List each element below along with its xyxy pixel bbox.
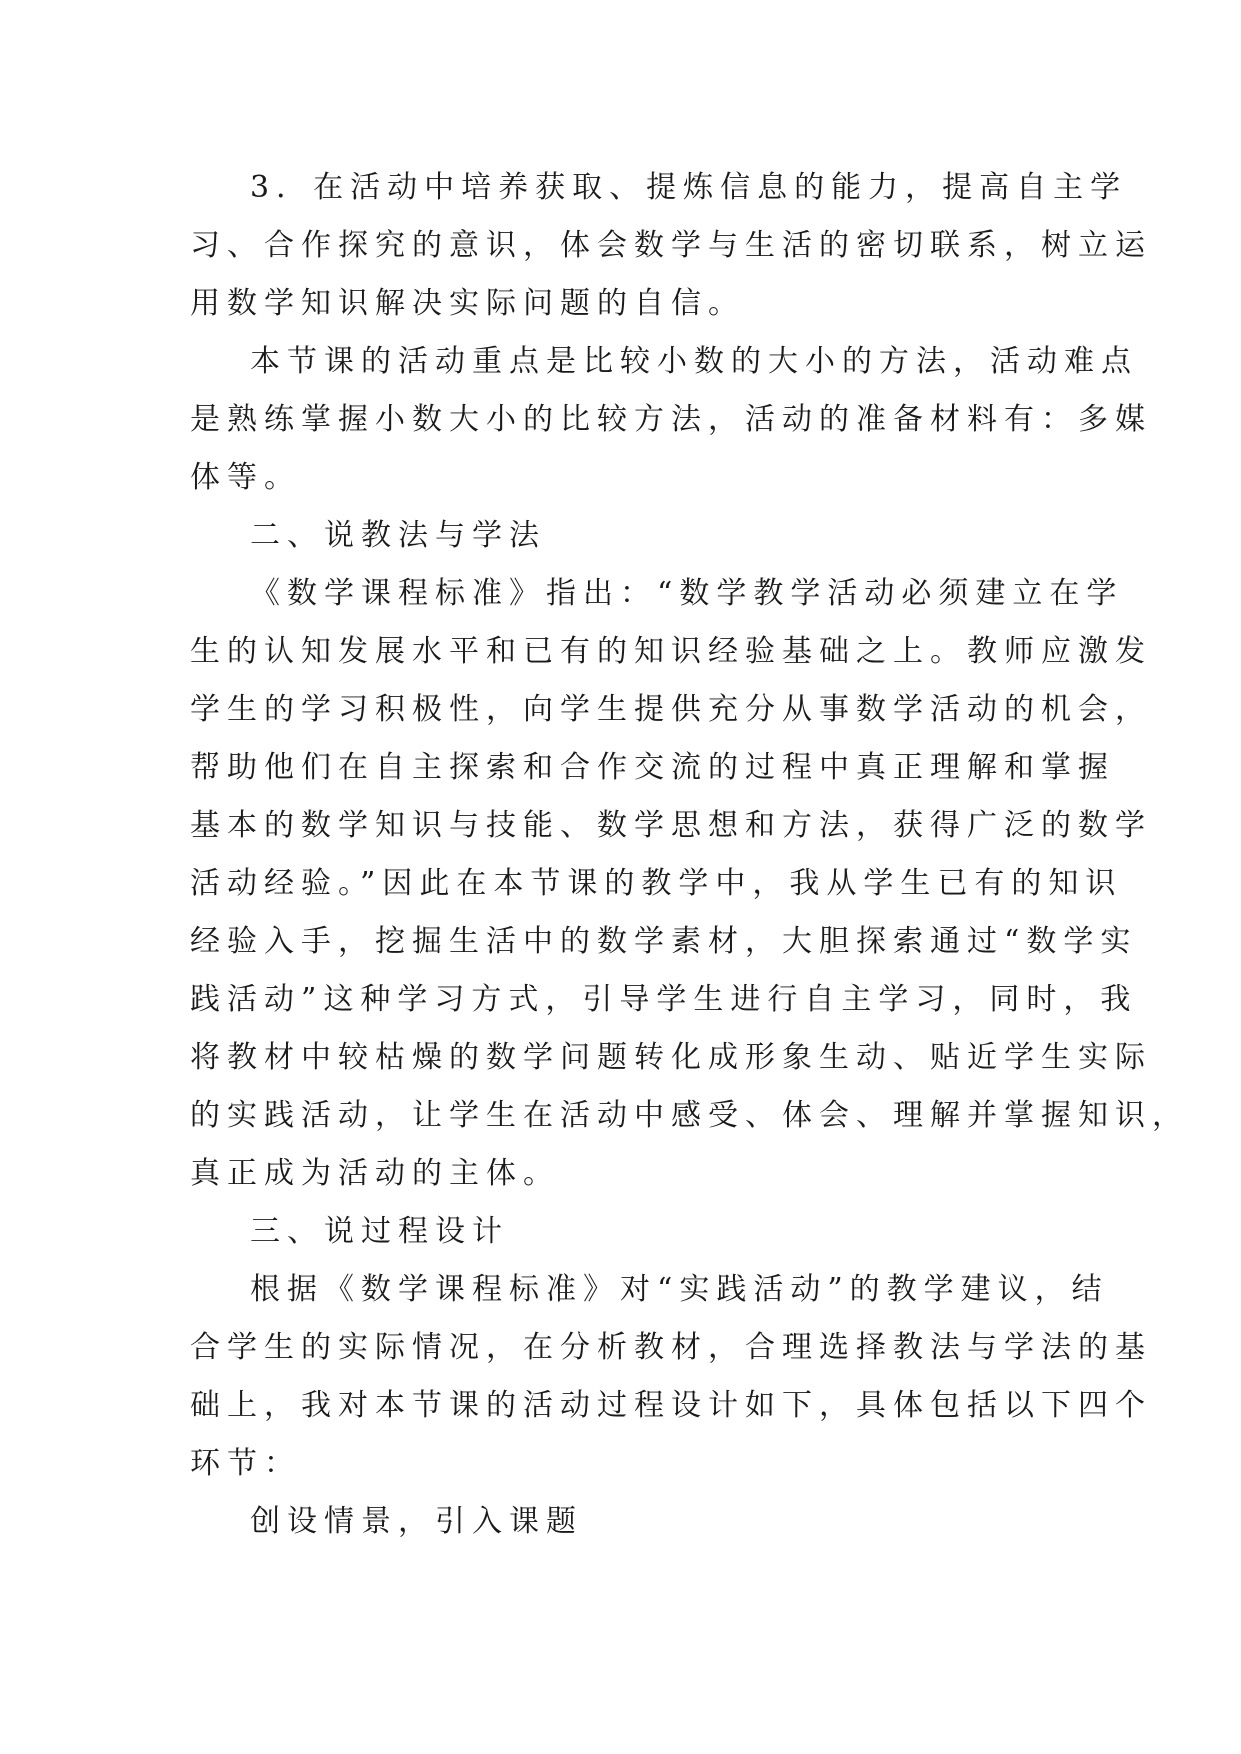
paragraph-line: 习、合作探究的意识，体会数学与生活的密切联系，树立运 xyxy=(190,228,1152,263)
subsection-heading: 创设情景，引入课题 xyxy=(250,1504,583,1539)
paragraph-line: 活动经验。”因此在本节课的教学中，我从学生已有的知识 xyxy=(190,866,1123,901)
paragraph-line: 基本的数学知识与技能、数学思想和方法，获得广泛的数学 xyxy=(190,808,1152,843)
paragraph-line: 环节： xyxy=(190,1446,301,1481)
section-heading: 三、说过程设计 xyxy=(250,1214,509,1249)
paragraph-line: 经验入手，挖掘生活中的数学素材，大胆探索通过“数学实 xyxy=(190,924,1138,959)
paragraph-line: 将教材中较枯燥的数学问题转化成形象生动、贴近学生实际 xyxy=(190,1040,1152,1075)
paragraph-line: 3．在活动中培养获取、提炼信息的能力，提高自主学 xyxy=(250,170,1128,205)
paragraph-line: 的实践活动，让学生在活动中感受、体会、理解并掌握知识， xyxy=(190,1098,1189,1133)
paragraph-line: 帮助他们在自主探索和合作交流的过程中真正理解和掌握 xyxy=(190,750,1115,785)
paragraph-line: 合学生的实际情况，在分析教材，合理选择教法与学法的基 xyxy=(190,1330,1152,1365)
paragraph-line: 本节课的活动重点是比较小数的大小的方法，活动难点 xyxy=(250,344,1138,379)
paragraph-line: 真正成为活动的主体。 xyxy=(190,1156,560,1191)
paragraph-line: 础上，我对本节课的活动过程设计如下，具体包括以下四个 xyxy=(190,1388,1152,1423)
paragraph-line: 根据《数学课程标准》对“实践活动”的教学建议，结 xyxy=(250,1272,1109,1307)
paragraph-line: 用数学知识解决实际问题的自信。 xyxy=(190,286,745,321)
paragraph-line: 是熟练掌握小数大小的比较方法，活动的准备材料有：多媒 xyxy=(190,402,1152,437)
paragraph-line: 践活动”这种学习方式，引导学生进行自主学习，同时，我 xyxy=(190,982,1138,1017)
section-heading: 二、说教法与学法 xyxy=(250,518,546,553)
paragraph-line: 生的认知发展水平和已有的知识经验基础之上。教师应激发 xyxy=(190,634,1152,669)
paragraph-line: 体等。 xyxy=(190,460,301,495)
paragraph-line: 《数学课程标准》指出：“数学教学活动必须建立在学 xyxy=(250,576,1124,611)
paragraph-line: 学生的学习积极性，向学生提供充分从事数学活动的机会， xyxy=(190,692,1152,727)
